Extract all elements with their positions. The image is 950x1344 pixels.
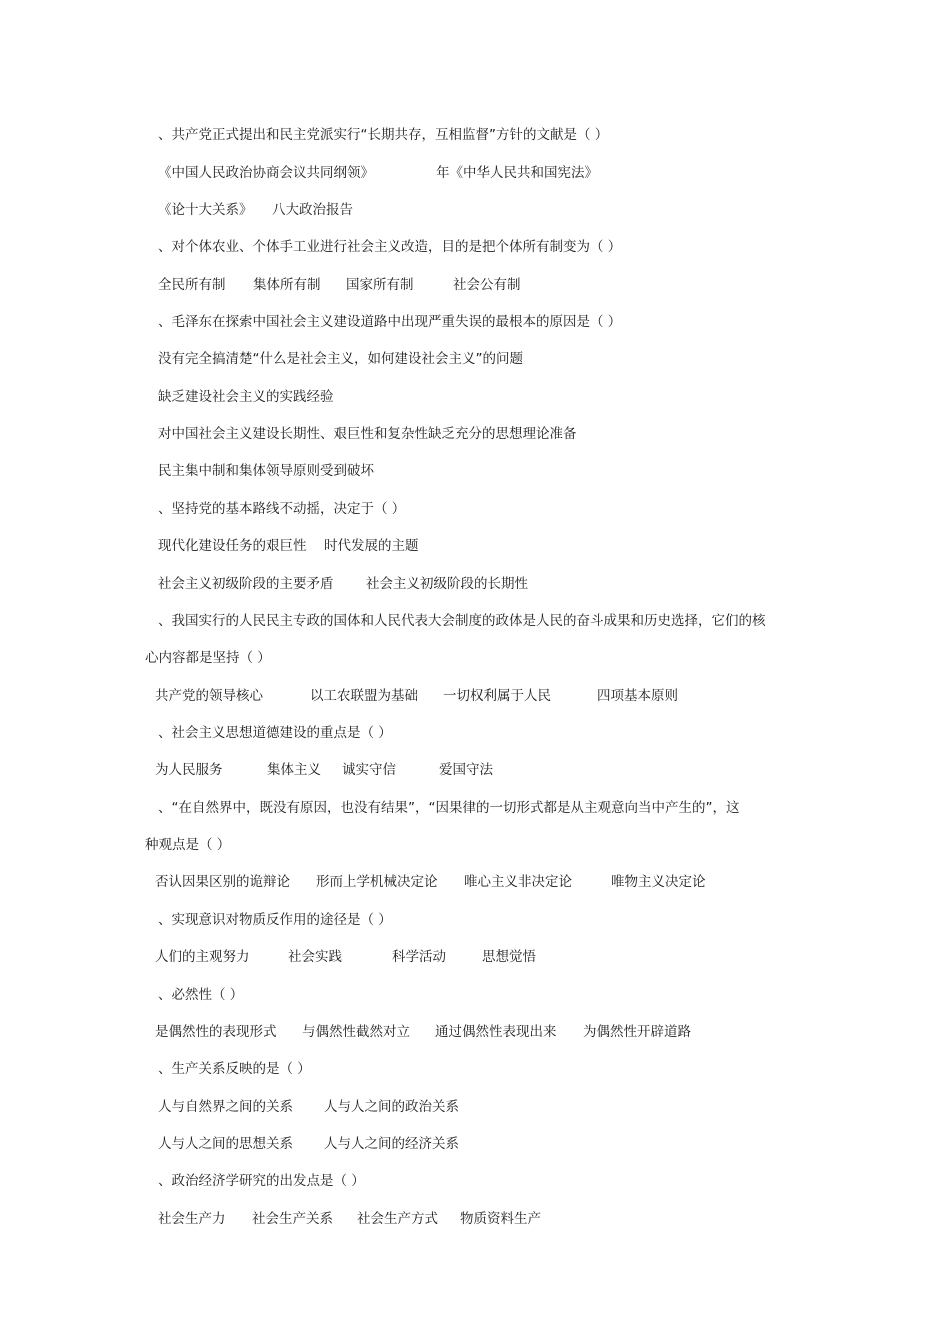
option-10-b: 人与人之间的政治关系 xyxy=(324,1099,459,1115)
option-8-a: 人们的主观努力 xyxy=(155,949,250,965)
option-3-c: 对中国社会主义建设长期性、艰巨性和复杂性缺乏充分的思想理论准备 xyxy=(158,426,577,442)
option-9-c: 通过偶然性表现出来 xyxy=(435,1024,557,1040)
option-11-b: 社会生产关系 xyxy=(252,1211,333,1227)
option-11-a: 社会生产力 xyxy=(158,1211,226,1227)
option-4-b: 时代发展的主题 xyxy=(324,538,419,554)
question-5: 、我国实行的人民民主专政的国体和人民代表大会制度的政体是人民的奋斗成果和历史选择，它们的核 xyxy=(158,613,766,629)
option-11-c: 社会生产方式 xyxy=(357,1211,438,1227)
option-1-c: 《论十大关系》 xyxy=(158,202,253,218)
option-8-b: 社会实践 xyxy=(288,949,342,965)
option-4-d: 社会主义初级阶段的长期性 xyxy=(366,576,528,592)
option-4-a: 现代化建设任务的艰巨性 xyxy=(158,538,307,554)
option-5-d: 四项基本原则 xyxy=(597,688,678,704)
question-3: 、毛泽东在探索中国社会主义建设道路中出现严重失误的最根本的原因是（ ） xyxy=(158,314,622,330)
question-9: 、必然性（ ） xyxy=(158,987,244,1003)
question-10: 、生产关系反映的是（ ） xyxy=(158,1061,311,1077)
option-9-a: 是偶然性的表现形式 xyxy=(155,1024,277,1040)
option-7-c: 唯心主义非决定论 xyxy=(464,874,572,890)
option-9-d: 为偶然性开辟道路 xyxy=(583,1024,691,1040)
option-6-d: 爱国守法 xyxy=(439,762,493,778)
question-11: 、政治经济学研究的出发点是（ ） xyxy=(158,1173,365,1189)
option-4-c: 社会主义初级阶段的主要矛盾 xyxy=(158,576,334,592)
option-6-c: 诚实守信 xyxy=(342,762,396,778)
question-4: 、坚持党的基本路线不动摇，决定于（ ） xyxy=(158,501,406,517)
option-8-c: 科学活动 xyxy=(392,949,446,965)
option-5-c: 一切权利属于人民 xyxy=(443,688,551,704)
question-7: 、“在自然界中，既没有原因，也没有结果”，“因果律的一切形式都是从主观意向当中产生的”，这 xyxy=(158,800,740,816)
option-6-b: 集体主义 xyxy=(267,762,321,778)
question-1: 、共产党正式提出和民主党派实行“长期共存，互相监督”方针的文献是（ ） xyxy=(158,127,609,143)
option-10-d: 人与人之间的经济关系 xyxy=(324,1136,459,1152)
option-5-b: 以工农联盟为基础 xyxy=(310,688,418,704)
option-2-d: 社会公有制 xyxy=(453,277,521,293)
option-7-a: 否认因果区别的诡辩论 xyxy=(155,874,290,890)
option-7-d: 唯物主义决定论 xyxy=(611,874,706,890)
option-5-a: 共产党的领导核心 xyxy=(155,688,263,704)
option-10-c: 人与人之间的思想关系 xyxy=(158,1136,293,1152)
option-3-d: 民主集中制和集体领导原则受到破坏 xyxy=(158,463,374,479)
option-2-c: 国家所有制 xyxy=(346,277,414,293)
question-8: 、实现意识对物质反作用的途径是（ ） xyxy=(158,912,392,928)
option-1-d: 八大政治报告 xyxy=(272,202,353,218)
option-6-a: 为人民服务 xyxy=(155,762,223,778)
question-5-continued: 心内容都是坚持（ ） xyxy=(145,650,271,666)
option-2-b: 集体所有制 xyxy=(253,277,321,293)
question-7-continued: 种观点是（ ） xyxy=(145,837,231,853)
option-2-a: 全民所有制 xyxy=(158,277,226,293)
option-9-b: 与偶然性截然对立 xyxy=(302,1024,410,1040)
option-7-b: 形而上学机械决定论 xyxy=(316,874,438,890)
option-11-d: 物质资料生产 xyxy=(460,1211,541,1227)
option-8-d: 思想觉悟 xyxy=(482,949,536,965)
option-10-a: 人与自然界之间的关系 xyxy=(158,1099,293,1115)
option-1-b: 年《中华人民共和国宪法》 xyxy=(436,165,598,181)
option-3-b: 缺乏建设社会主义的实践经验 xyxy=(158,389,334,405)
option-3-a: 没有完全搞清楚“什么是社会主义，如何建设社会主义”的问题 xyxy=(158,351,523,367)
option-1-a: 《中国人民政治协商会议共同纲领》 xyxy=(158,165,374,181)
question-6: 、社会主义思想道德建设的重点是（ ） xyxy=(158,725,392,741)
question-2: 、对个体农业、个体手工业进行社会主义改造，目的是把个体所有制变为（ ） xyxy=(158,239,622,255)
